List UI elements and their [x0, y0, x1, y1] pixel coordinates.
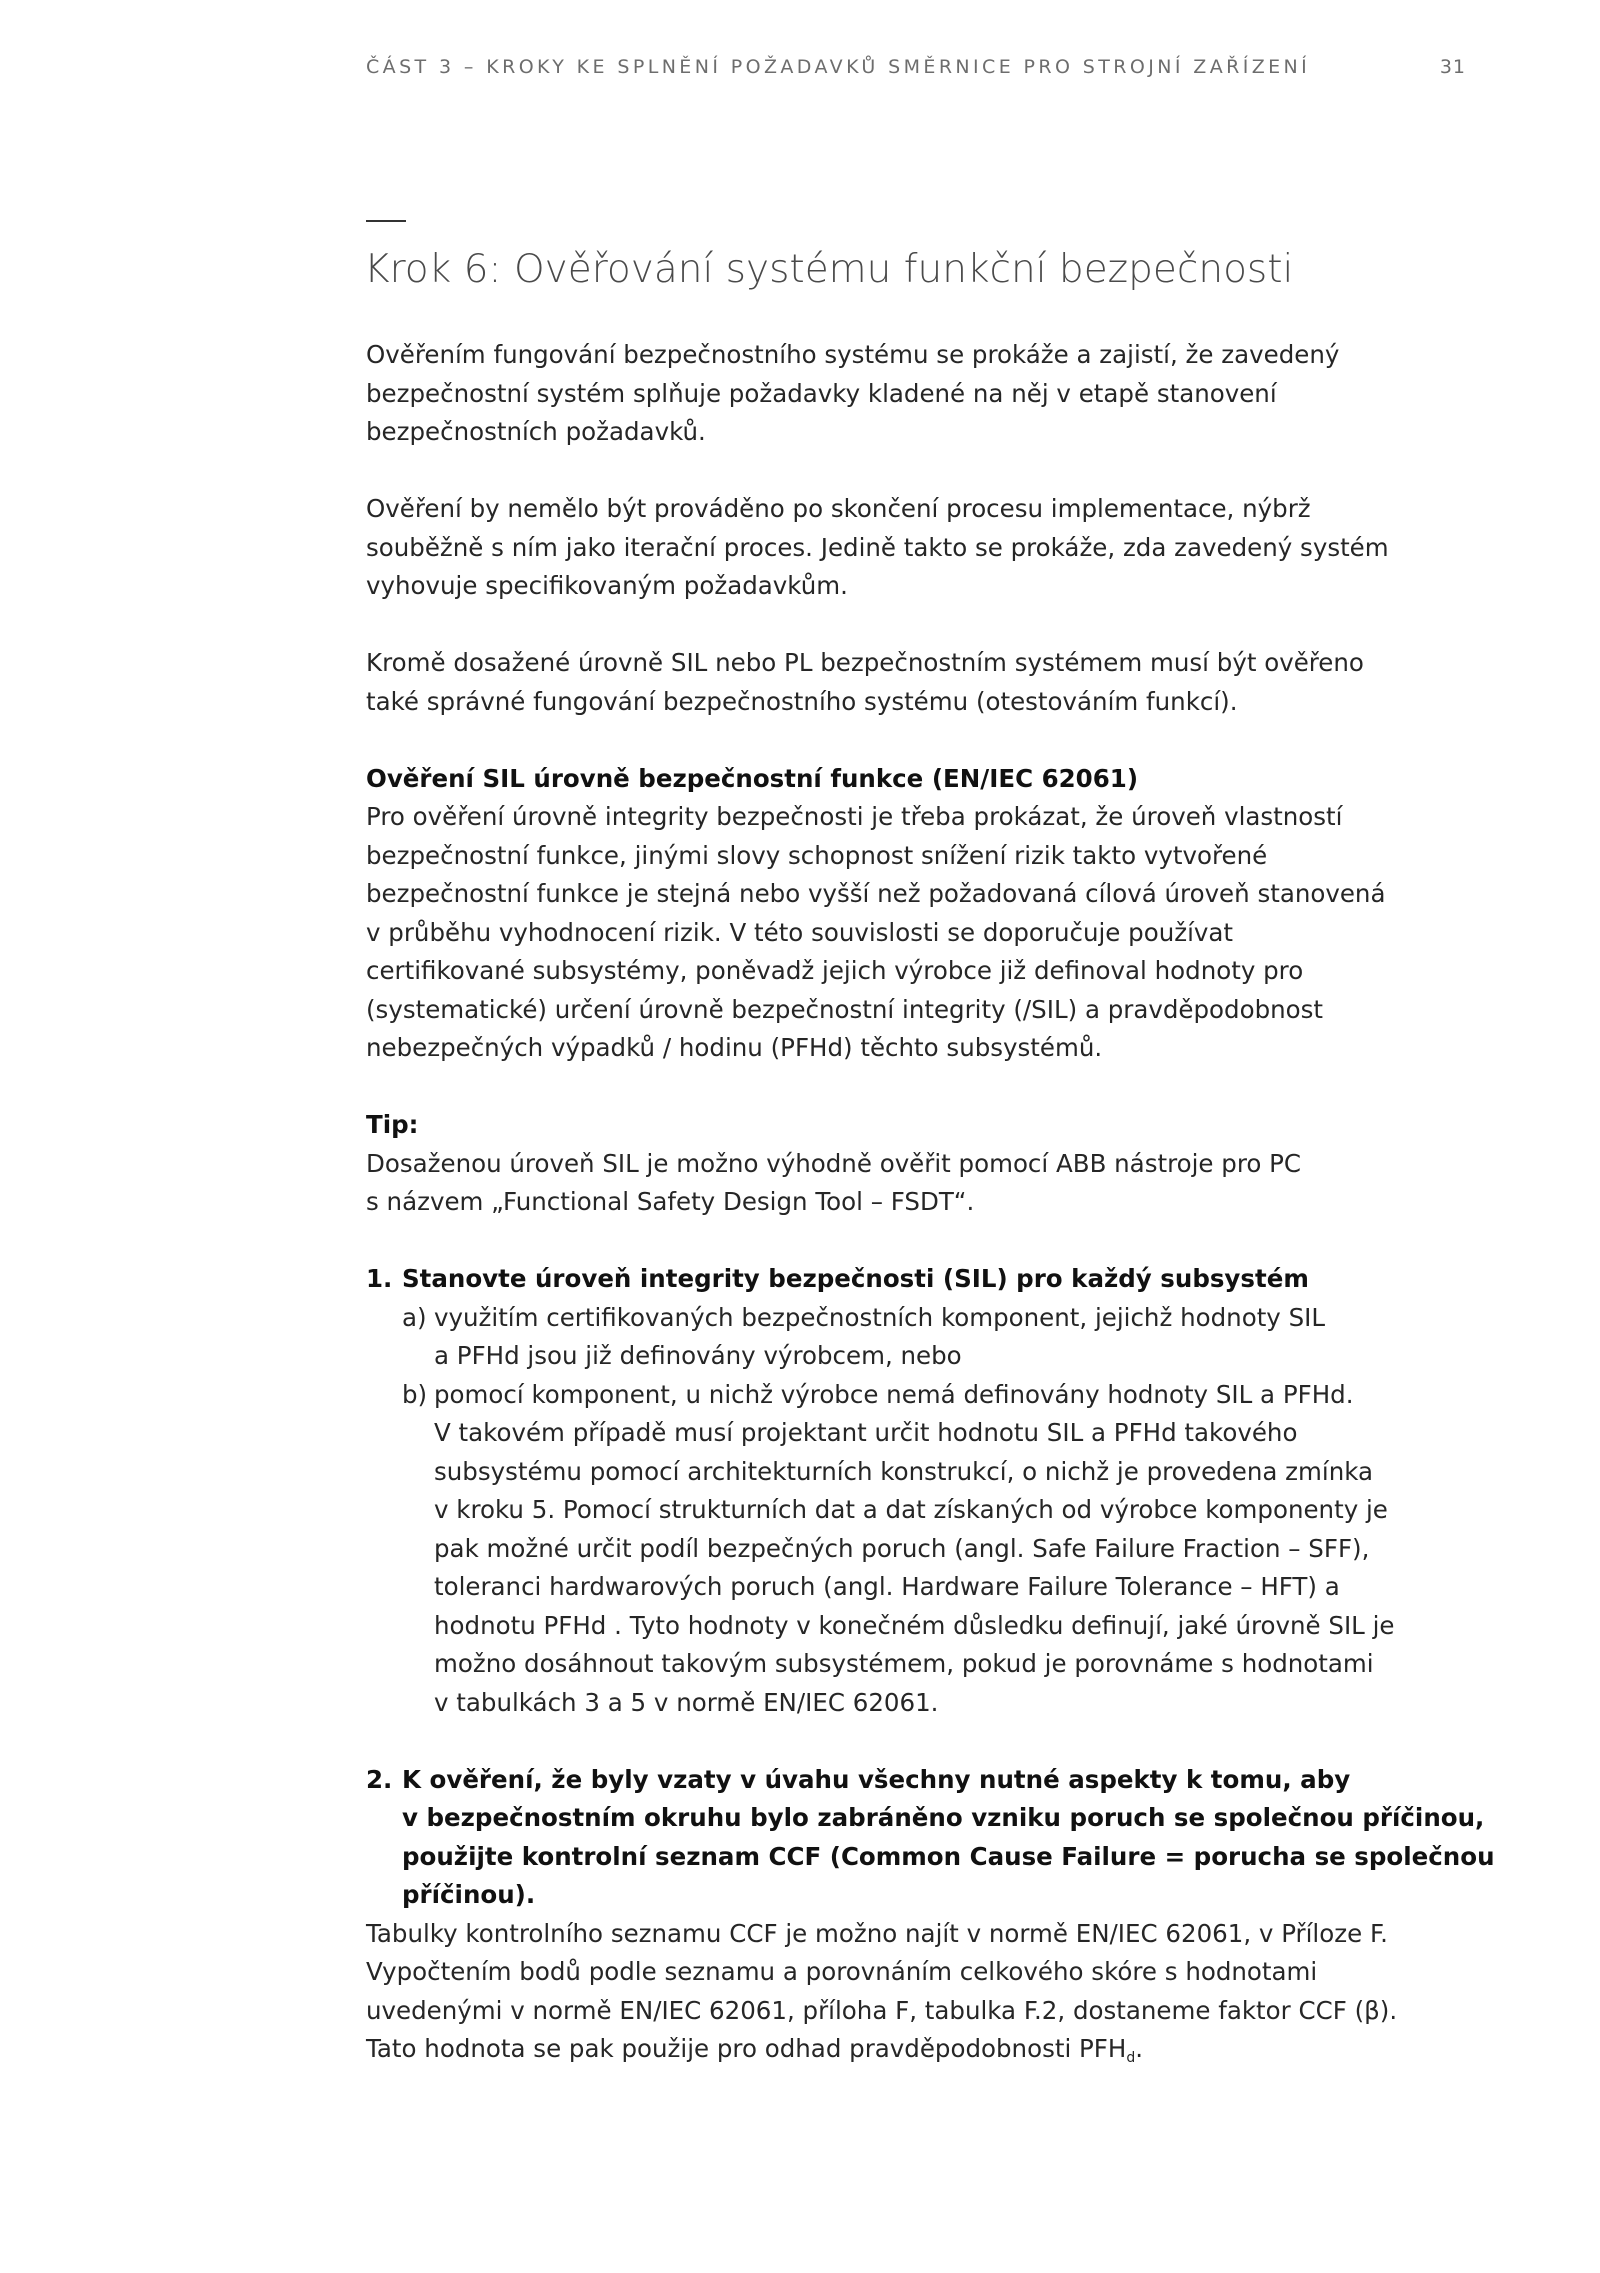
- text-line: pak možné určit podíl bezpečných poruch (angl. Safe Failure Fraction – SFF),: [434, 1533, 1370, 1563]
- text-line: subsystému pomocí architekturních konstrukcí, o nichž je provedena zmínka: [434, 1456, 1374, 1486]
- text-line: vyhovuje specifikovaným požadavkům.: [366, 571, 848, 600]
- step-1: [366, 1260, 1486, 1722]
- step-2-heading: [366, 1761, 1486, 1800]
- item-letter: a): [402, 1302, 427, 1332]
- verification-paragraph: [366, 490, 1486, 606]
- text-line: možno dosáhnout takovým subsystémem, pokud je porovnáme s hodnotami: [434, 1649, 1374, 1678]
- text-line: v průběhu vyhodnocení rizik. V této souvislosti se doporučuje používat: [366, 917, 1234, 947]
- text-line: souběžně s ním jako iterační proces. Jedině takto se prokáže, zda zavedený systém: [366, 532, 1389, 562]
- text-line: v tabulkách 3 a 5 v normě EN/IEC 62061.: [434, 1687, 939, 1717]
- text-line: a PFHd jsou již definovány výrobcem, nebo: [434, 1341, 962, 1370]
- text-line: bezpečnostní systém splňuje požadavky kladené na něj v etapě stanovení: [366, 378, 1277, 408]
- text-line: V takovém případě musí projektant určit hodnotu SIL a PFHd takového: [434, 1418, 1298, 1447]
- step-1-item-b: [366, 1376, 1486, 1415]
- text-line: Ověření by nemělo být prováděno po skončení procesu implementace, nýbrž: [366, 494, 1311, 523]
- text-line: Tabulky kontrolního seznamu CCF je možno najít v normě EN/IEC 62061, v Příloze F.: [366, 1918, 1388, 1948]
- text-line: (systematické) určení úrovně bezpečnostní integrity (/SIL) a pravděpodobnost: [366, 994, 1324, 1024]
- sil-section: [366, 760, 1486, 1068]
- running-header: ČÁST 3 – KROKY KE SPLNĚNÍ POŽADAVKŮ SMĚRNICE PRO STROJNÍ ZAŘÍZENÍ: [366, 56, 1311, 78]
- step-heading-text: v bezpečnostním okruhu bylo zabráněno vzniku poruch se společnou příčinou,: [402, 1803, 1485, 1832]
- step-number: 1.: [366, 1264, 393, 1293]
- step-heading-text: příčinou).: [402, 1880, 536, 1909]
- text-line: nebezpečných výpadků / hodinu (PFHd) těchto subsystémů.: [366, 1033, 1103, 1062]
- step-1-item-a: [366, 1299, 1486, 1338]
- step-2: [366, 1761, 1495, 2069]
- text-line: Dosaženou úroveň SIL je možno výhodně ověřit pomocí ABB nástroje pro PC: [366, 1148, 1302, 1178]
- title-rule: [366, 220, 406, 222]
- text-line: pomocí komponent, u nichž výrobce nemá definovány hodnoty SIL a PFHd.: [434, 1379, 1354, 1409]
- tip-block: [366, 1106, 1486, 1222]
- last-line: [366, 2030, 1486, 2069]
- text-line: také správné fungování bezpečnostního systému (otestováním funkcí).: [366, 686, 1238, 716]
- step-heading-text: použijte kontrolní seznam CCF (Common Cause Failure = porucha se společnou: [402, 1841, 1495, 1871]
- text-line: bezpečnostní funkce, jinými slovy schopnost snížení rizik takto vytvořené: [366, 840, 1268, 870]
- text-line: v kroku 5. Pomocí strukturních dat a dat získaných od výrobce komponenty je: [434, 1495, 1388, 1524]
- item-letter: b): [402, 1379, 428, 1409]
- text-line: bezpečnostní funkce je stejná nebo vyšší než požadovaná cílová úroveň stanovená: [366, 879, 1386, 908]
- sil-pl-paragraph: [366, 644, 1486, 721]
- text-line: Kromě dosažené úrovně SIL nebo PL bezpečnostním systémem musí být ověřeno: [366, 648, 1364, 677]
- page-title: Krok 6: Ověřování systému funkční bezpečnosti: [364, 247, 1294, 292]
- text-line: bezpečnostních požadavků.: [366, 417, 706, 446]
- text-line: využitím certifikovaných bezpečnostních komponent, jejichž hodnoty SIL: [434, 1302, 1326, 1332]
- subscript-d: d: [1126, 2050, 1136, 2066]
- text-line: Vypočtením bodů podle seznamu a porovnáním celkového skóre s hodnotami: [366, 1957, 1318, 1986]
- step-heading-text: Stanovte úroveň integrity bezpečnosti (SIL) pro každý subsystém: [402, 1264, 1309, 1293]
- text-line: uvedenými v normě EN/IEC 62061, příloha F, tabulka F.2, dostaneme faktor CCF (β).: [366, 1995, 1398, 2025]
- step-heading-text: K ověření, že byly vzaty v úvahu všechny nutné aspekty k tomu, aby: [402, 1764, 1351, 1794]
- tip-label: Tip:: [366, 1110, 419, 1139]
- text-line: hodnotu PFHd . Tyto hodnoty v konečném důsledku definují, jaké úrovně SIL je: [434, 1610, 1395, 1640]
- period: .: [1135, 2034, 1144, 2063]
- intro-paragraph: [366, 336, 1486, 452]
- text-line: certifikované subsystémy, poněvadž jejich výrobce již definoval hodnoty pro: [366, 956, 1304, 985]
- main-content: [366, 336, 1495, 2069]
- text-line: Pro ověření úrovně integrity bezpečnosti je třeba prokázat, že úroveň vlastností: [366, 802, 1343, 831]
- sil-section-heading: Ověření SIL úrovně bezpečnostní funkce (EN/IEC 62061): [366, 763, 1139, 793]
- step-1-heading: [366, 1260, 1486, 1299]
- step-number: 2.: [366, 1764, 393, 1794]
- text-line: s názvem „Functional Safety Design Tool – FSDT“.: [366, 1187, 975, 1216]
- text-line: Tato hodnota se pak použije pro odhad pravděpodobnosti PFH: [366, 2034, 1127, 2063]
- text-line: Ověřením fungování bezpečnostního systému se prokáže a zajistí, že zavedený: [366, 340, 1340, 369]
- page-number: 31: [1439, 56, 1466, 78]
- text-line: toleranci hardwarových poruch (angl. Hardware Failure Tolerance – HFT) a: [434, 1572, 1340, 1601]
